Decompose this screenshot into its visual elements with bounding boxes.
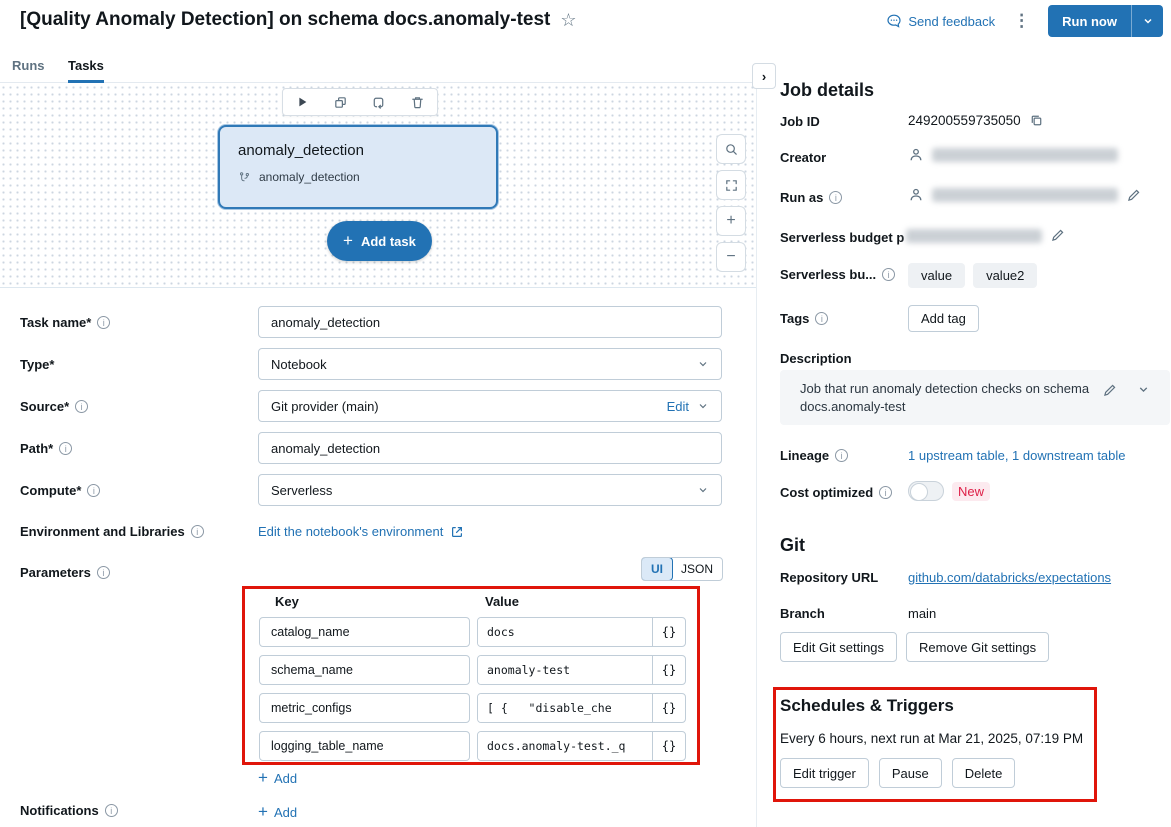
serverless-chips [908, 263, 1037, 288]
creator-value [908, 147, 1118, 163]
path-field [258, 432, 722, 464]
task-node-anomaly-detection[interactable] [218, 125, 498, 209]
cost-optimized-value [908, 481, 990, 501]
param-value-group [477, 693, 686, 723]
param-key-input[interactable] [259, 617, 470, 647]
info-icon [59, 442, 72, 455]
type-select[interactable]: Notebook [258, 348, 722, 380]
creator-label: Creator [780, 150, 827, 165]
job-id-label: Job ID [780, 114, 820, 129]
info-icon [87, 484, 100, 497]
info-icon [97, 566, 110, 579]
param-key-input[interactable] [259, 731, 470, 761]
param-value-group [477, 655, 686, 685]
description-label: Description [780, 351, 852, 366]
canvas-zoom-out-button[interactable]: − [716, 242, 746, 272]
info-icon [879, 486, 892, 499]
run-now-dropdown[interactable] [1131, 5, 1163, 37]
param-value-input[interactable] [478, 656, 652, 684]
canvas-zoom-in-button[interactable]: + [716, 206, 746, 236]
cost-optimized-label: Cost optimized i [780, 485, 892, 500]
add-task-button[interactable]: + Add task [327, 221, 432, 261]
param-value-input[interactable] [478, 732, 652, 760]
tab-runs[interactable]: Runs [12, 58, 45, 73]
serverless-bu-label: Serverless bu... i [780, 267, 895, 282]
schedule-summary: Every 6 hours, next run at Mar 21, 2025, 07:19 PM [780, 731, 1084, 746]
serverless-budget-label: Serverless budget p [780, 230, 905, 245]
run-as-label: Run as i [780, 190, 842, 205]
parameters-view-toggle [641, 557, 723, 581]
remove-git-settings-button[interactable]: Remove Git settings [906, 632, 1049, 662]
header [20, 9, 577, 31]
run-task-icon[interactable] [295, 95, 309, 109]
kebab-menu-icon[interactable]: ⋮ [1013, 11, 1031, 30]
type-label: Type* [20, 357, 55, 372]
serverless-budget-value [906, 228, 1065, 243]
add-tag-button[interactable]: Add tag [908, 305, 979, 332]
edit-git-settings-button[interactable]: Edit Git settings [780, 632, 897, 662]
parameters-value-header: Value [485, 594, 519, 609]
cost-optimized-toggle[interactable] [908, 481, 944, 501]
schedule-buttons [780, 758, 1015, 788]
add-parameter-link[interactable]: + Add [258, 768, 297, 788]
header-actions [886, 4, 1163, 38]
braces-icon[interactable]: {} [652, 694, 685, 722]
job-id-value: 249200559735050 [908, 113, 1044, 128]
toggle-json[interactable]: JSON [681, 562, 714, 576]
environment-label: Environment and Libraries i [20, 524, 204, 539]
lineage-link[interactable]: 1 upstream table, 1 downstream table [908, 448, 1126, 463]
path-label: Path* i [20, 441, 72, 456]
repo-url-link[interactable]: github.com/databricks/expectations [908, 570, 1112, 585]
path-input[interactable] [258, 432, 722, 464]
plus-icon [258, 802, 268, 822]
param-value-group [477, 731, 686, 761]
page-title: [Quality Anomaly Detection] on schema docs.anomaly-test [20, 9, 551, 30]
user-icon [908, 147, 924, 163]
send-feedback-link[interactable]: Send feedback [886, 13, 995, 29]
param-value-input[interactable] [478, 618, 652, 646]
chevron-down-icon [697, 358, 709, 370]
pause-button[interactable]: Pause [879, 758, 942, 788]
chip-value2: value2 [973, 263, 1037, 288]
branch-value: main [908, 606, 937, 621]
compute-select[interactable]: Serverless [258, 474, 722, 506]
chevron-down-icon [697, 400, 709, 412]
tags-value [908, 305, 979, 332]
git-heading: Git [780, 535, 805, 555]
param-key-input[interactable] [259, 655, 470, 685]
pencil-icon[interactable] [1126, 188, 1141, 203]
braces-icon[interactable]: {} [652, 656, 685, 684]
info-icon [97, 316, 110, 329]
param-value-input[interactable] [478, 694, 652, 722]
schedules-heading: Schedules & Triggers [780, 696, 954, 715]
task-graph-canvas [0, 84, 756, 288]
branch-label: Branch [780, 606, 825, 621]
info-icon [105, 804, 118, 817]
toggle-ui[interactable]: UI [641, 557, 673, 581]
edit-trigger-button[interactable]: Edit trigger [780, 758, 869, 788]
pencil-icon[interactable] [1050, 228, 1065, 243]
braces-icon[interactable]: {} [652, 618, 685, 646]
redacted-budget-policy [906, 229, 1042, 243]
tab-bar [0, 52, 756, 83]
canvas-fit-button[interactable] [716, 170, 746, 200]
info-icon [815, 312, 828, 325]
repo-url-label: Repository URL [780, 570, 879, 585]
run-now-button[interactable]: Run now [1048, 5, 1163, 37]
task-node-subtitle: anomaly_detection [259, 170, 360, 184]
node-toolbar [282, 88, 438, 116]
external-link-icon [450, 525, 464, 539]
info-icon [835, 449, 848, 462]
delete-task-icon[interactable] [410, 95, 425, 110]
source-select[interactable]: Git provider (main) Edit [258, 390, 722, 422]
chevron-down-icon[interactable] [1137, 383, 1150, 396]
canvas-search-button[interactable] [716, 134, 746, 164]
chip-value: value [908, 263, 965, 288]
parameters-key-header: Key [275, 594, 299, 609]
param-value-group [477, 617, 686, 647]
collapse-panel-button[interactable]: › [752, 63, 776, 89]
braces-icon[interactable]: {} [652, 732, 685, 760]
parameters-label: Parameters i [20, 565, 110, 580]
description-text: Job that run anomaly detection checks on schema docs.anomaly-test [800, 381, 1090, 414]
favorite-star-icon[interactable]: ☆ [560, 10, 577, 30]
run-as-value [908, 187, 1141, 203]
source-label: Source* i [20, 399, 88, 414]
plus-icon [343, 231, 353, 251]
redacted-creator-name [932, 148, 1118, 162]
branch-icon [238, 171, 251, 184]
info-icon [882, 268, 895, 281]
loop-task-icon[interactable] [371, 95, 386, 110]
edit-environment-link[interactable]: Edit the notebook's environment [258, 524, 722, 539]
tags-label: Tags i [780, 311, 828, 326]
lineage-label: Lineage i [780, 448, 848, 463]
task-node-title: anomaly_detection [238, 142, 364, 159]
panel-divider [756, 63, 757, 827]
add-notification-link[interactable]: + Add [258, 802, 297, 822]
info-icon [829, 191, 842, 204]
description-box [780, 370, 1170, 425]
pencil-icon[interactable] [1102, 383, 1117, 398]
tab-tasks[interactable]: Tasks [68, 58, 104, 83]
notifications-label: Notifications i [20, 803, 118, 818]
chevron-down-icon [697, 484, 709, 496]
git-buttons [780, 632, 1049, 662]
info-icon [75, 400, 88, 413]
job-details-heading: Job details [780, 80, 875, 100]
task-name-input[interactable] [258, 306, 722, 338]
copy-icon[interactable] [1029, 113, 1044, 128]
redacted-run-as-name [932, 188, 1118, 202]
feedback-bubble-icon [886, 13, 902, 29]
user-icon [908, 187, 924, 203]
delete-button[interactable]: Delete [952, 758, 1016, 788]
plus-icon [258, 768, 268, 788]
info-icon [191, 525, 204, 538]
new-badge: New [952, 482, 990, 501]
source-edit-link[interactable]: Edit [666, 398, 689, 414]
clone-task-icon[interactable] [333, 95, 348, 110]
task-name-field [258, 306, 722, 338]
param-key-input[interactable] [259, 693, 470, 723]
compute-label: Compute* i [20, 483, 100, 498]
task-name-label: Task name* i [20, 315, 110, 330]
